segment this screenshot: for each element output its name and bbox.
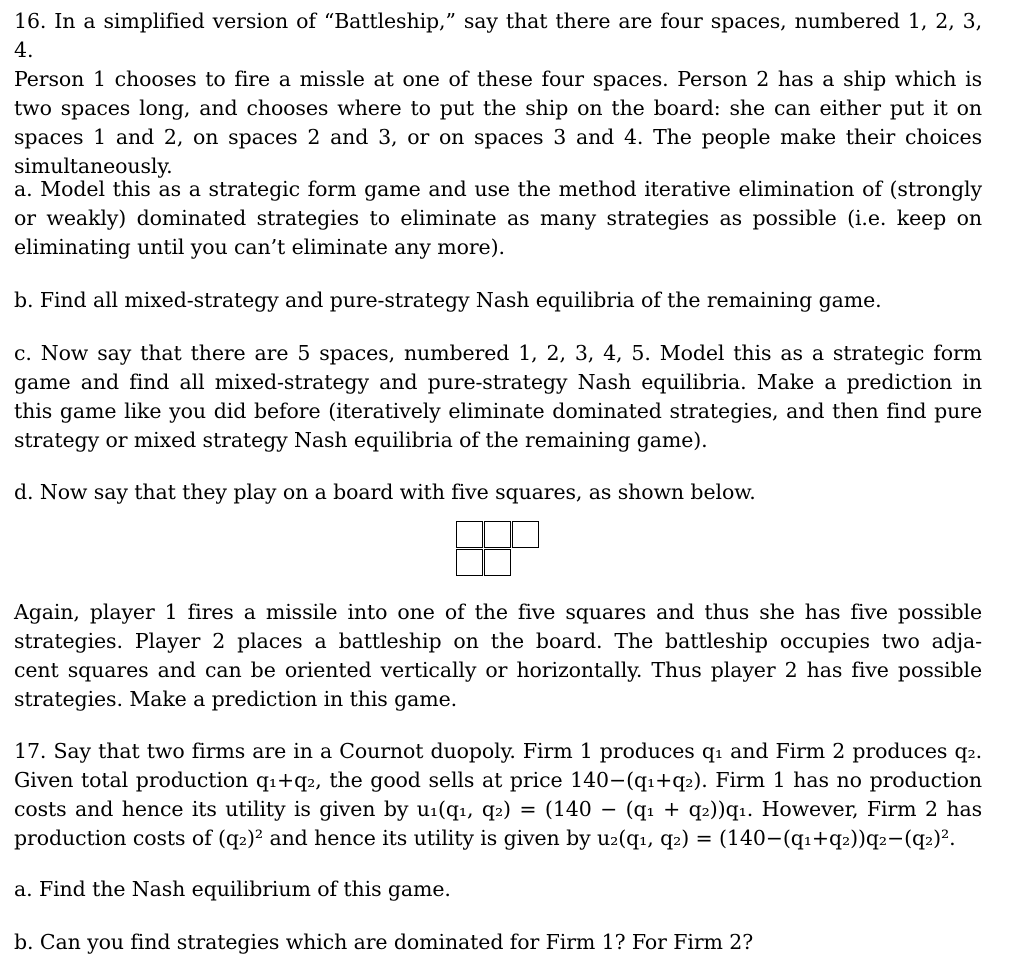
text-line: or weakly) dominated strategies to eliminate as many strategies as possible (i.e. keep on — [14, 206, 982, 230]
board-square — [484, 549, 511, 576]
text-line: this game like you did before (iteratively eliminate dominated strategies, and then find pure — [14, 399, 982, 423]
text-line: 16. In a simplified version of “Battleship,” say that there are four spaces, numbered 1, 2, 3, 4. — [14, 9, 982, 62]
text-line: strategies. Player 2 places a battleship on the board. The battleship occupies two adja- — [14, 629, 982, 653]
problem-16-intro — [14, 7, 982, 181]
text-line: Again, player 1 fires a missile into one of the five squares and thus she has five possible — [14, 600, 982, 624]
text-line: eliminating until you can’t eliminate any more). — [14, 235, 505, 259]
text-line: spaces 1 and 2, on spaces 2 and 3, or on spaces 3 and 4. The people make their choices — [14, 125, 982, 149]
problem-16-part-b — [14, 286, 982, 315]
text-line: strategies. Make a prediction in this game. — [14, 687, 458, 711]
board-square — [456, 549, 483, 576]
text-line: 17. Say that two firms are in a Cournot duopoly. Firm 1 produces q₁ and Firm 2 produces q₂. — [14, 739, 982, 763]
problem-17-part-b — [14, 928, 982, 957]
text-line: a. Model this as a strategic form game and use the method iterative elimination of (strongly — [14, 177, 982, 201]
problem-16-part-d-continued — [14, 598, 982, 714]
board-square — [484, 521, 511, 548]
text-line: strategy or mixed strategy Nash equilibria of the remaining game). — [14, 428, 708, 452]
text-line: two spaces long, and chooses where to put the ship on the board: she can either put it on — [14, 96, 982, 120]
board-square — [456, 521, 483, 548]
text-line: c. Now say that there are 5 spaces, numbered 1, 2, 3, 4, 5. Model this as a strategic form — [14, 341, 982, 365]
problem-16-part-c — [14, 339, 982, 455]
problem-16-part-a — [14, 175, 982, 262]
text-line: game and find all mixed-strategy and pure-strategy Nash equilibria. Make a prediction in — [14, 370, 982, 394]
text-line: a. Find the Nash equilibrium of this game. — [14, 877, 451, 901]
text-line: production costs of (q₂)² and hence its utility is given by u₂(q₁, q₂) = (140−(q₁+q₂))q₂−(q₂)². — [14, 826, 956, 850]
text-line: Person 1 chooses to fire a missle at one of these four spaces. Person 2 has a ship which is — [14, 67, 982, 91]
text-line: costs and hence its utility is given by u₁(q₁, q₂) = (140 − (q₁ + q₂))q₁. However, Firm 2 has — [14, 797, 982, 821]
text-line: cent squares and can be oriented vertically or horizontally. Thus player 2 has five possible — [14, 658, 982, 682]
board-square — [512, 521, 539, 548]
text-line: simultaneously. — [14, 154, 173, 178]
battleship-board-figure — [456, 521, 542, 577]
problem-16-part-d — [14, 478, 982, 507]
text-line: b. Find all mixed-strategy and pure-strategy Nash equilibria of the remaining game. — [14, 288, 882, 312]
text-line: d. Now say that they play on a board with five squares, as shown below. — [14, 480, 756, 504]
problem-17-part-a — [14, 875, 982, 904]
text-line: b. Can you find strategies which are dominated for Firm 1? For Firm 2? — [14, 930, 754, 954]
text-line: Given total production q₁+q₂, the good sells at price 140−(q₁+q₂). Firm 1 has no production — [14, 768, 982, 792]
problem-17-intro — [14, 737, 982, 853]
